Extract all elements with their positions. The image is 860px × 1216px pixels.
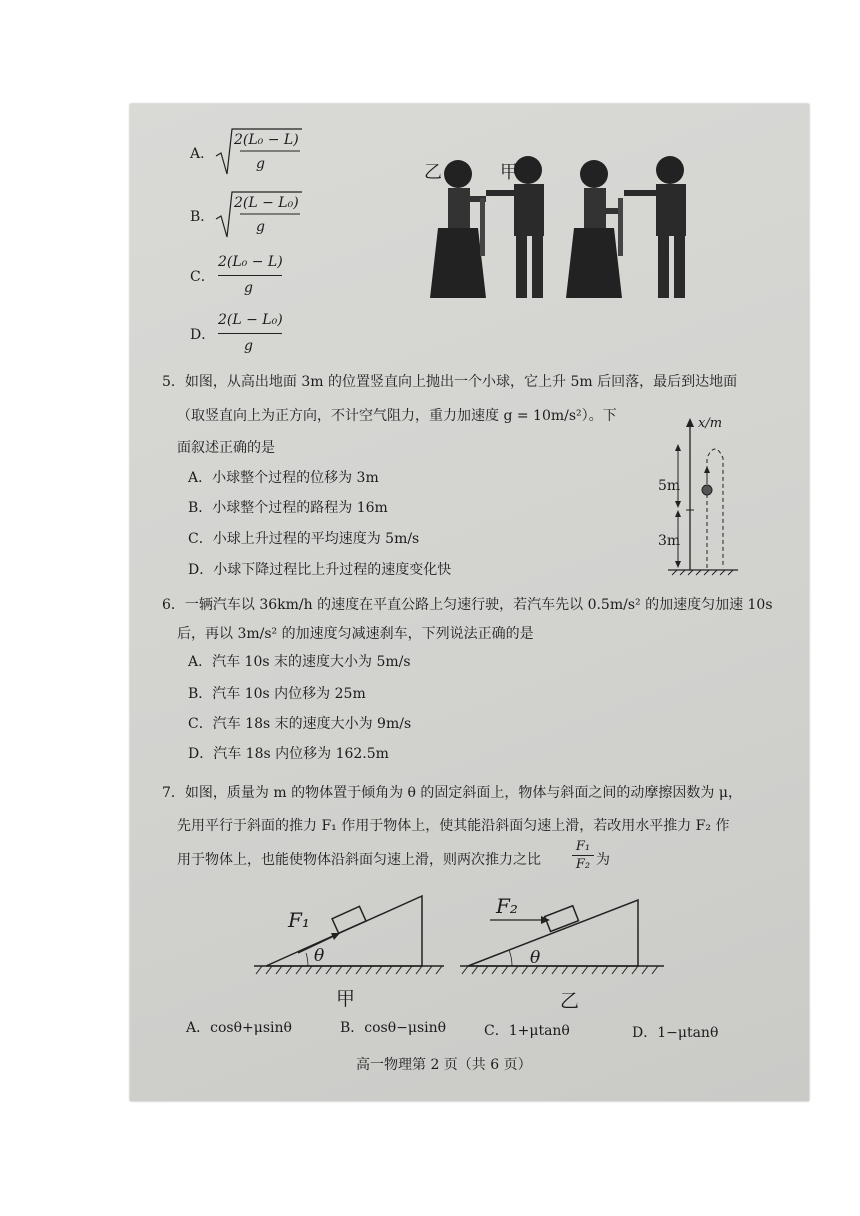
q4-option-c [190, 266, 215, 286]
q7-ratio [572, 838, 594, 873]
q7-force-f2: F₂ [496, 894, 518, 918]
q7-block-jia [332, 906, 366, 933]
q6-stem-line2: 后，再以 3m/s² 的加速度匀减速刹车，下列说法正确的是 [177, 626, 534, 642]
q5-option-c: C．小球上升过程的平均速度为 5m/s [188, 531, 420, 547]
q4-option-c-numerator: 2(L₀ − L) [218, 254, 283, 270]
ruler-right [618, 198, 623, 256]
q5-stem-line1: 5．如图，从高出地面 3m 的位置竖直向上抛出一个小球，它上升 5m 后回落，最后到达地面 [162, 374, 738, 390]
q6-option-c: C．汽车 18s 末的速度大小为 9m/s [188, 716, 412, 732]
q7-stem-line1: 7．如图，质量为 m 的物体置于倾角为 θ 的固定斜面上，物体与斜面之间的动摩擦因数为 μ， [162, 785, 742, 801]
q7-angle-jia: θ [314, 946, 325, 966]
student-yi-right [566, 160, 622, 298]
q5-height-5m: 5m [658, 478, 681, 494]
q7-option-a: A．cosθ+μsinθ [186, 1020, 292, 1036]
q4-option-d-denominator: g [244, 338, 253, 354]
q7-caption-yi: 乙 [560, 990, 580, 1012]
q7-option-d: D．1−μtanθ [632, 1025, 719, 1041]
q7-force-f1: F₁ [288, 908, 310, 932]
q5-figure-trajectory [650, 418, 750, 578]
q7-figure-yi [456, 888, 668, 980]
q4-option-c-letter: C． [190, 269, 215, 285]
q7-angle-yi: θ [530, 948, 541, 968]
q4-option-b-numerator: 2(L − L₀) [234, 195, 299, 211]
q4-option-d-fraction-bar [218, 333, 282, 334]
q7-option-c: C．1+μtanθ [484, 1023, 570, 1039]
q6-option-a: A．汽车 10s 末的速度大小为 5m/s [188, 654, 411, 670]
q6-option-b: B．汽车 10s 内位移为 25m [188, 686, 366, 702]
q4-option-a-letter: A． [190, 146, 215, 162]
q4-figure-students [420, 148, 710, 306]
q4-option-d [190, 324, 215, 344]
q7-stem-line3 [177, 850, 541, 870]
q7-stem-line2: 先用平行于斜面的推力 F₁ 作用于物体上，使其能沿斜面匀速上滑，若改用水平推力 F₂ 作 [177, 818, 730, 834]
q4-option-b [190, 206, 214, 226]
q5-height-3m: 3m [658, 533, 681, 549]
q5-option-d: D．小球下降过程比上升过程的速度变化快 [188, 562, 452, 578]
q4-option-d-numerator: 2(L − L₀) [218, 312, 283, 328]
q4-option-a-denominator: g [256, 156, 265, 172]
q6-stem-line1: 6．一辆汽车以 36km/h 的速度在平直公路上匀速行驶，若汽车先以 0.5m/s² 的加速度匀加速 10s [162, 597, 773, 613]
q7-stem-line3-text: 用于物体上，也能使物体沿斜面匀速上滑，则两次推力之比 [177, 852, 541, 868]
q4-option-a-numerator: 2(L₀ − L) [234, 132, 299, 148]
q7-caption-jia: 甲 [336, 988, 356, 1010]
q7-ratio-denominator: F₂ [575, 857, 591, 872]
q5-option-a: A．小球整个过程的位移为 3m [188, 470, 379, 486]
q4-option-c-fraction-bar [218, 275, 282, 276]
q4-option-c-denominator: g [244, 280, 253, 296]
q7-block-yi [545, 906, 579, 932]
q7-figure-jia [248, 888, 448, 980]
q4-option-a [190, 143, 214, 163]
q5-stem-line3: 面叙述正确的是 [177, 440, 275, 456]
q4-option-b-letter: B． [190, 209, 215, 225]
q7-option-b: B．cosθ−μsinθ [340, 1020, 447, 1036]
q7-stem-line3-end: 为 [596, 852, 610, 868]
q7-ratio-numerator: F₁ [572, 838, 594, 856]
figure-label-yi: 乙 [424, 162, 442, 183]
q5-axis-label: x/m [698, 416, 723, 431]
figure-label-jia: 甲 [500, 162, 518, 183]
q5-option-b: B．小球整个过程的路程为 16m [188, 500, 388, 516]
page-footer: 高一物理第 2 页（共 6 页） [356, 1057, 532, 1073]
q4-option-b-denominator: g [256, 219, 265, 235]
q6-option-d: D．汽车 18s 内位移为 162.5m [188, 746, 389, 762]
q4-option-d-letter: D． [190, 327, 216, 343]
student-jia-right [624, 156, 686, 298]
ruler-left [480, 198, 485, 256]
q5-stem-line2: （取竖直向上为正方向，不计空气阻力，重力加速度 g = 10m/s²）。下 [177, 408, 617, 424]
